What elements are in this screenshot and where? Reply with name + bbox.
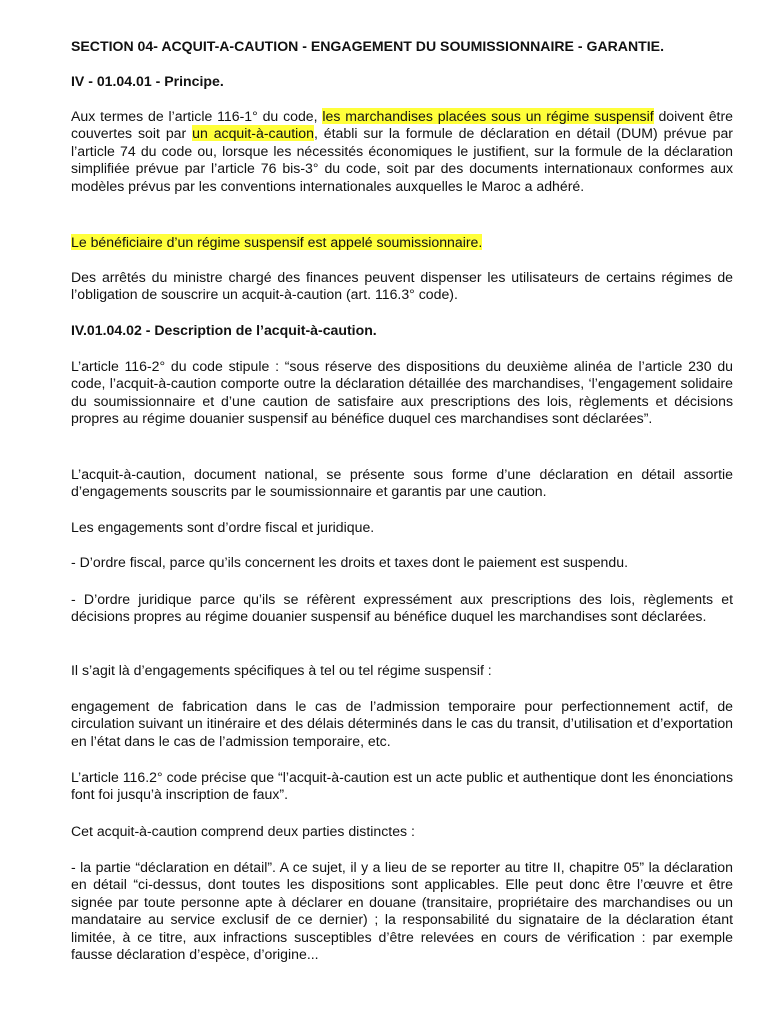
paragraph-partie-declaration: - la partie “déclaration en détail”. A ce sujet, il y a lieu de se reporter au titre II, chapitre 05” la déclaration en détail “ci-dessus, dont toutes les dispositions sont applicables. Elle peut donc être l’œuvre et être signée par toute personne apte à déclarer en douane (transitaire, propriétaire des marchandises ou un mandataire au service exclusif de ce dernier) ; la responsabilité du signataire de la déclaration étant limitée, à ce titre, aux infractions susceptibles d’être relevées en cours de vérification : par exemple fausse déclaration d’espèce, d’origine...: [71, 859, 733, 963]
paragraph-ordre-juridique: - D’ordre juridique parce qu’ils se réfèrent expressément aux prescriptions des lois, règlements et décisions propres au régime douanier suspensif au bénéfice duquel les marchandises sont déclarées.: [71, 591, 733, 625]
highlighted-text: un acquit-à-caution: [192, 125, 314, 142]
paragraph-article-116-2-acte-public: L’article 116.2° code précise que “l’acquit-à-caution est un acte public et authentique dont les énonciations font foi jusqu’à inscription de faux”.: [71, 769, 733, 803]
paragraph-types-engagement: engagement de fabrication dans le cas de l’admission temporaire pour perfectionnement actif, de circulation suivant un itinéraire et des délais déterminés dans le cas du transit, d’utilisation et d’exportation en l’état dans le cas de l’admission temporaire, etc.: [71, 698, 733, 749]
paragraph-document-national: L’acquit-à-caution, document national, se présente sous forme d’une déclaration en détail assortie d’engagements souscrits par le soumissionnaire et garantis par une caution.: [71, 466, 733, 500]
paragraph-ordre-fiscal: - D’ordre fiscal, parce qu’ils concernent les droits et taxes dont le paiement est suspendu.: [71, 554, 628, 570]
paragraph-article-116-2: L’article 116-2° du code stipule : “sous réserve des dispositions du deuxième alinéa de l’article 230 du code, l’acquit-à-caution comporte outre la déclaration détaillée des marchandises, ‘l’engagement solidaire du soumissionnaire et d’une caution de satisfaire aux prescriptions des lois, règlements et décisions propres au régime douanier suspensif au bénéfice duquel ces marchandises sont déclarées”.: [71, 358, 733, 427]
paragraph-deux-parties: Cet acquit-à-caution comprend deux parties distinctes :: [71, 823, 415, 839]
paragraph-engagements: Les engagements sont d’ordre fiscal et juridique.: [71, 519, 375, 535]
section-title: SECTION 04- ACQUIT-A-CAUTION - ENGAGEMENT DU SOUMISSIONNAIRE - GARANTIE.: [71, 38, 664, 54]
subsection-title-description: IV.01.04.02 - Description de l’acquit-à-caution.: [71, 322, 377, 338]
paragraph-beneficiaire: [71, 234, 733, 251]
paragraph-principe: [71, 108, 733, 195]
highlighted-text: Le bénéficiaire d’un régime suspensif est appelé soumissionnaire.: [71, 234, 483, 250]
subsection-title-principe: IV - 01.04.01 - Principe.: [71, 73, 224, 89]
paragraph-text: doivent être couvertes soit par: [71, 108, 733, 142]
highlighted-text: les marchandises placées sous un régime suspensif: [322, 108, 654, 124]
paragraph-text: , établi sur la formule de déclaration en détail (DUM) prévue par l’article 74 du code ou, lorsque les nécessités économiques le justifient, sur la formule de la déclaration simplifiée prévue par l’article 76 bis-3° du code, soit par des documents internationaux conformes aux modèles prévus par les conventions internationales auxquelles le Maroc a adhéré.: [71, 125, 733, 194]
paragraph-text: Aux termes de l’article 116-1° du code,: [71, 108, 323, 124]
paragraph-arretes: Des arrêtés du ministre chargé des finances peuvent dispenser les utilisateurs de certains régimes de l’obligation de souscrire un acquit-à-caution (art. 116.3° code).: [71, 269, 733, 303]
paragraph-engagements-specifiques: Il s’agit là d’engagements spécifiques à tel ou tel régime suspensif :: [71, 662, 492, 678]
